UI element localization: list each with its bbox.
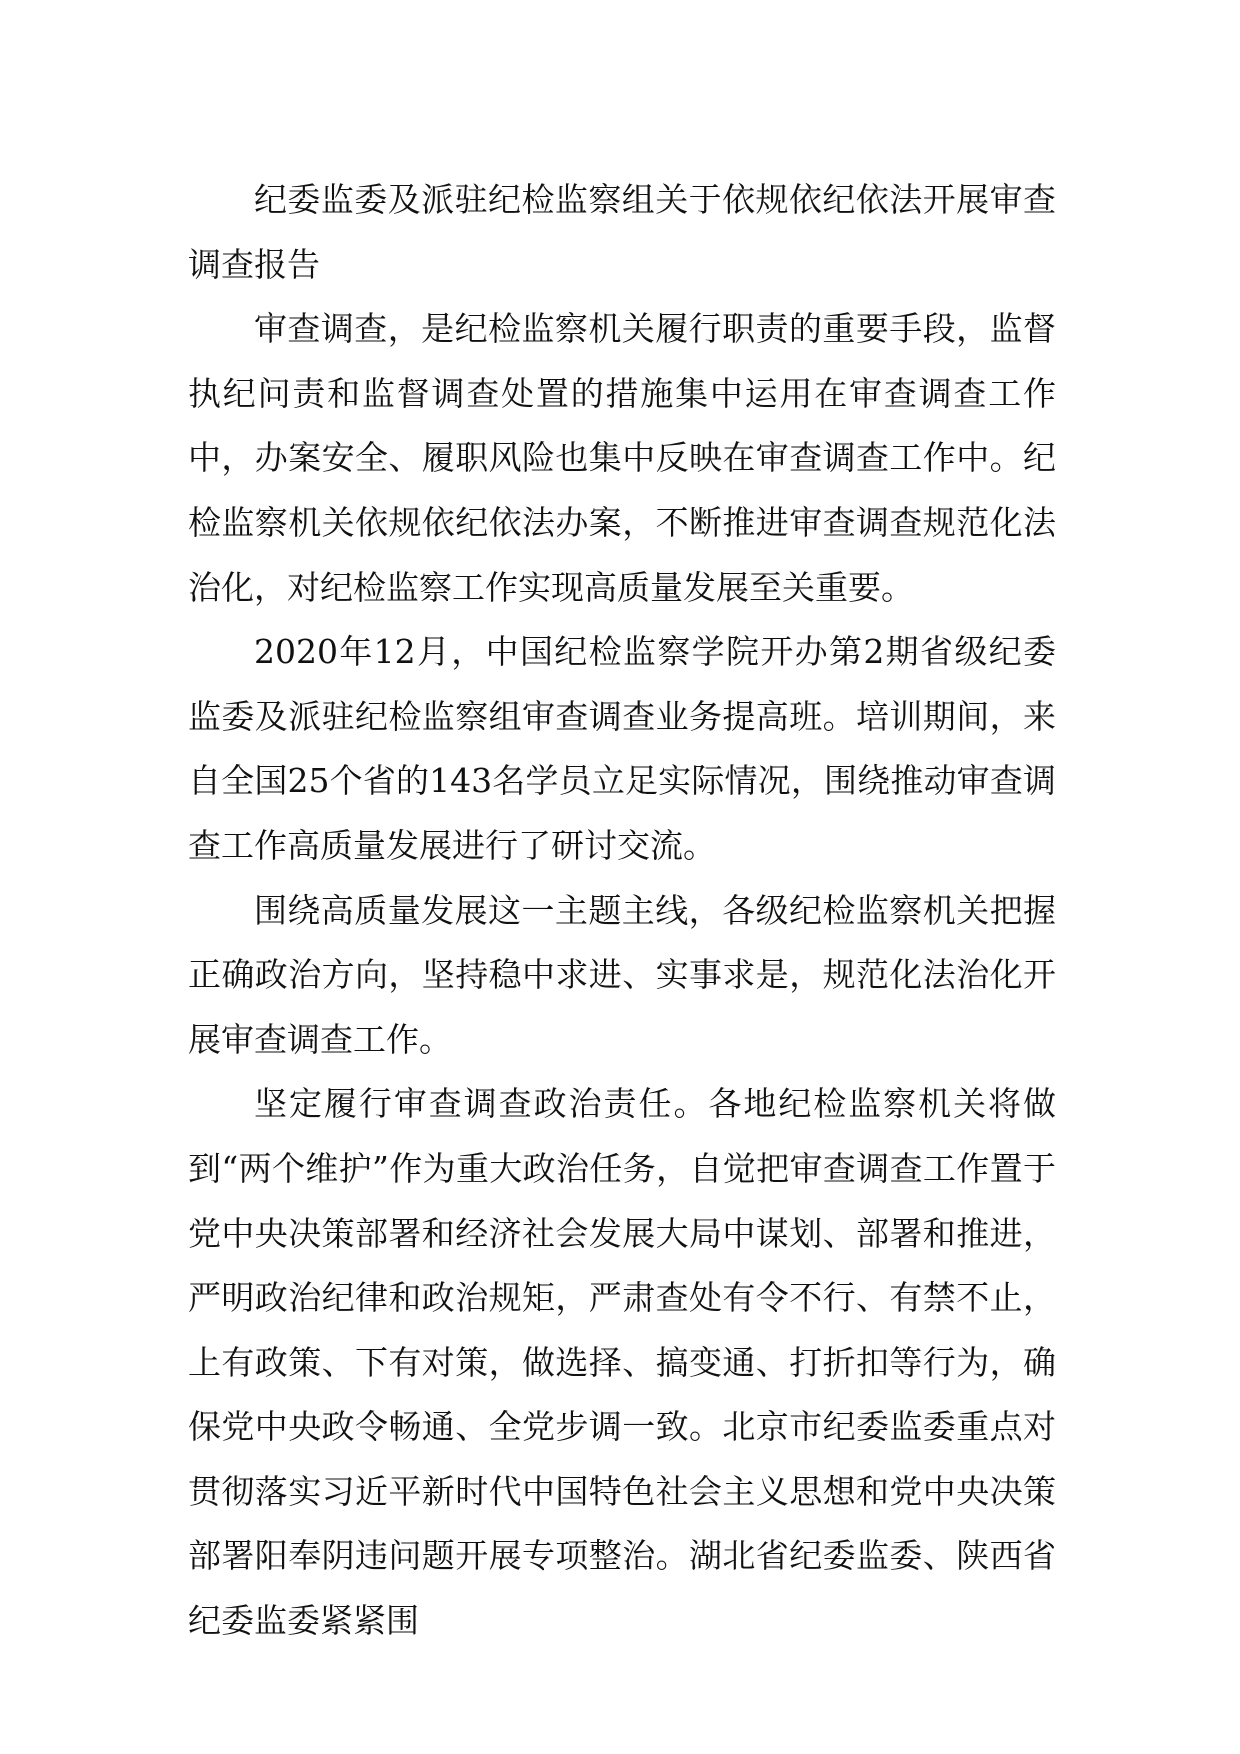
document-body	[188, 168, 1056, 1654]
document-title: 纪委监委及派驻纪检监察组关于依规依纪依法开展审查调查报告	[188, 180, 1056, 284]
paragraph: 坚定履行审查调查政治责任。各地纪检监察机关将做到“两个维护”作为重大政治任务，自觉把审查调查工作置于党中央决策部署和经济社会发展大局中谋划、部署和推进，严明政治纪律和政治规矩，严肃查处有令不行、有禁不止，上有政策、下有对策，做选择、搞变通、打折扣等行为，确保党中央政令畅通、全党步调一致。北京市纪委监委重点对贯彻落实习近平新时代中国特色社会主义思想和党中央决策部署阳奉阴违问题开展专项整治。湖北省纪委监委、陕西省纪委监委紧紧围	[188, 1084, 1056, 1641]
paragraph: 围绕高质量发展这一主题主线，各级纪检监察机关把握正确政治方向，坚持稳中求进、实事求是，规范化法治化开展审查调查工作。	[188, 890, 1056, 1059]
paragraph: 审查调查，是纪检监察机关履行职责的重要手段，监督执纪问责和监督调查处置的措施集中运用在审查调查工作中，办案安全、履职风险也集中反映在审查调查工作中。纪检监察机关依规依纪依法办案，不断推进审查调查规范化法治化，对纪检监察工作实现高质量发展至关重要。	[188, 309, 1056, 607]
paragraph: 2020年12月，中国纪检监察学院开办第2期省级纪委监委及派驻纪检监察组审查调查业务提高班。培训期间，来自全国25个省的143名学员立足实际情况，围绕推动审查调查工作高质量发展进行了研讨交流。	[188, 632, 1056, 865]
